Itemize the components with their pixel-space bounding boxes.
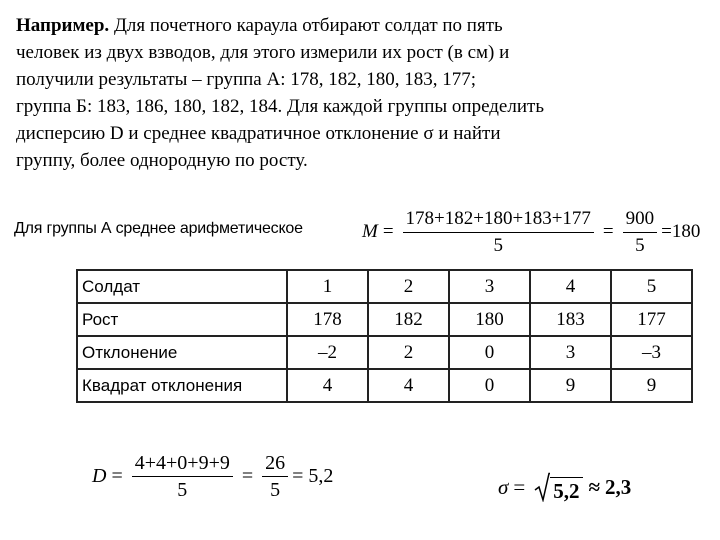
table-cell: 2 (368, 270, 449, 303)
dispersion-equals: = (111, 465, 123, 487)
dispersion-fraction-total-numerator: 26 (262, 452, 288, 477)
intro-line-5: дисперсию D и среднее квадратичное отклонение σ и найти (16, 123, 501, 144)
example-lead: Например. (16, 15, 110, 36)
mean-fraction-sum (403, 208, 594, 257)
sigma-equals: = (513, 474, 526, 499)
table-row (77, 336, 692, 369)
problem-statement (16, 12, 711, 174)
table-cell: 0 (449, 336, 530, 369)
mean-result: =180 (661, 221, 701, 242)
table-row (77, 303, 692, 336)
mean-label: Для группы А среднее арифметическое (14, 220, 303, 237)
sigma-result: 2,3 (604, 474, 632, 499)
intro-line-1: Для почетного караула отбирают солдат по пять (109, 15, 503, 36)
mean-expression (362, 204, 700, 260)
table-row (77, 270, 692, 303)
table-cell: –2 (287, 336, 368, 369)
table-cell: 178 (287, 303, 368, 336)
sigma-formula (498, 472, 631, 502)
table-cell: 2 (368, 336, 449, 369)
dispersion-fraction-sum (132, 452, 233, 501)
table-cell: 9 (611, 369, 692, 402)
dispersion-equals-2: = (241, 465, 254, 487)
sigma-symbol: σ (498, 474, 509, 499)
table-cell: 9 (530, 369, 611, 402)
dispersion-fraction-total-denominator: 5 (270, 479, 281, 501)
intro-line-4: группа Б: 183, 186, 180, 182, 184. Для каждой группы определить (16, 96, 544, 117)
dispersion-symbol: D (92, 465, 107, 487)
intro-line-2: человек из двух взводов, для этого измерили их рост (в см) и (16, 42, 510, 63)
dispersion-fraction-sum-denominator: 5 (177, 479, 188, 501)
table-cell: –3 (611, 336, 692, 369)
row-header: Отклонение (77, 336, 287, 369)
row-header: Солдат (77, 270, 287, 303)
mean-equals: = (382, 221, 394, 242)
intro-line-3: получили результаты – группа А: 178, 182, 180, 183, 177; (16, 69, 477, 90)
dispersion-result: = 5,2 (292, 465, 334, 487)
row-header: Квадрат отклонения (77, 369, 287, 402)
table-row (77, 369, 692, 402)
table-cell: 4 (287, 369, 368, 402)
table-cell: 180 (449, 303, 530, 336)
mean-fraction-total (623, 208, 658, 257)
mean-fraction-sum-denominator: 5 (493, 234, 503, 256)
table-cell: 0 (449, 369, 530, 402)
intro-line-6: группу, более однородную по росту. (16, 150, 308, 171)
radical-sign-icon (534, 472, 550, 502)
dispersion-fraction-sum-numerator: 4+4+0+9+9 (132, 452, 233, 477)
table-cell: 177 (611, 303, 692, 336)
mean-fraction-total-numerator: 900 (623, 208, 658, 233)
mean-symbol: M (362, 221, 378, 242)
table-cell: 3 (449, 270, 530, 303)
dispersion-fraction-total (262, 452, 288, 501)
deviation-table (76, 269, 693, 403)
dispersion-formula (92, 452, 333, 501)
table-cell: 1 (287, 270, 368, 303)
table-cell: 5 (611, 270, 692, 303)
table-cell: 3 (530, 336, 611, 369)
table-cell: 183 (530, 303, 611, 336)
row-header: Рост (77, 303, 287, 336)
table-cell: 182 (368, 303, 449, 336)
mean-formula (14, 204, 714, 260)
sigma-approx: ≈ (588, 474, 600, 499)
mean-fraction-sum-numerator: 178+182+180+183+177 (403, 208, 594, 233)
mean-equals-2: = (602, 221, 614, 242)
mean-fraction-total-denominator: 5 (635, 234, 645, 256)
table-cell: 4 (530, 270, 611, 303)
table-cell: 4 (368, 369, 449, 402)
sigma-radicand: 5,2 (550, 477, 583, 502)
square-root (534, 472, 583, 502)
